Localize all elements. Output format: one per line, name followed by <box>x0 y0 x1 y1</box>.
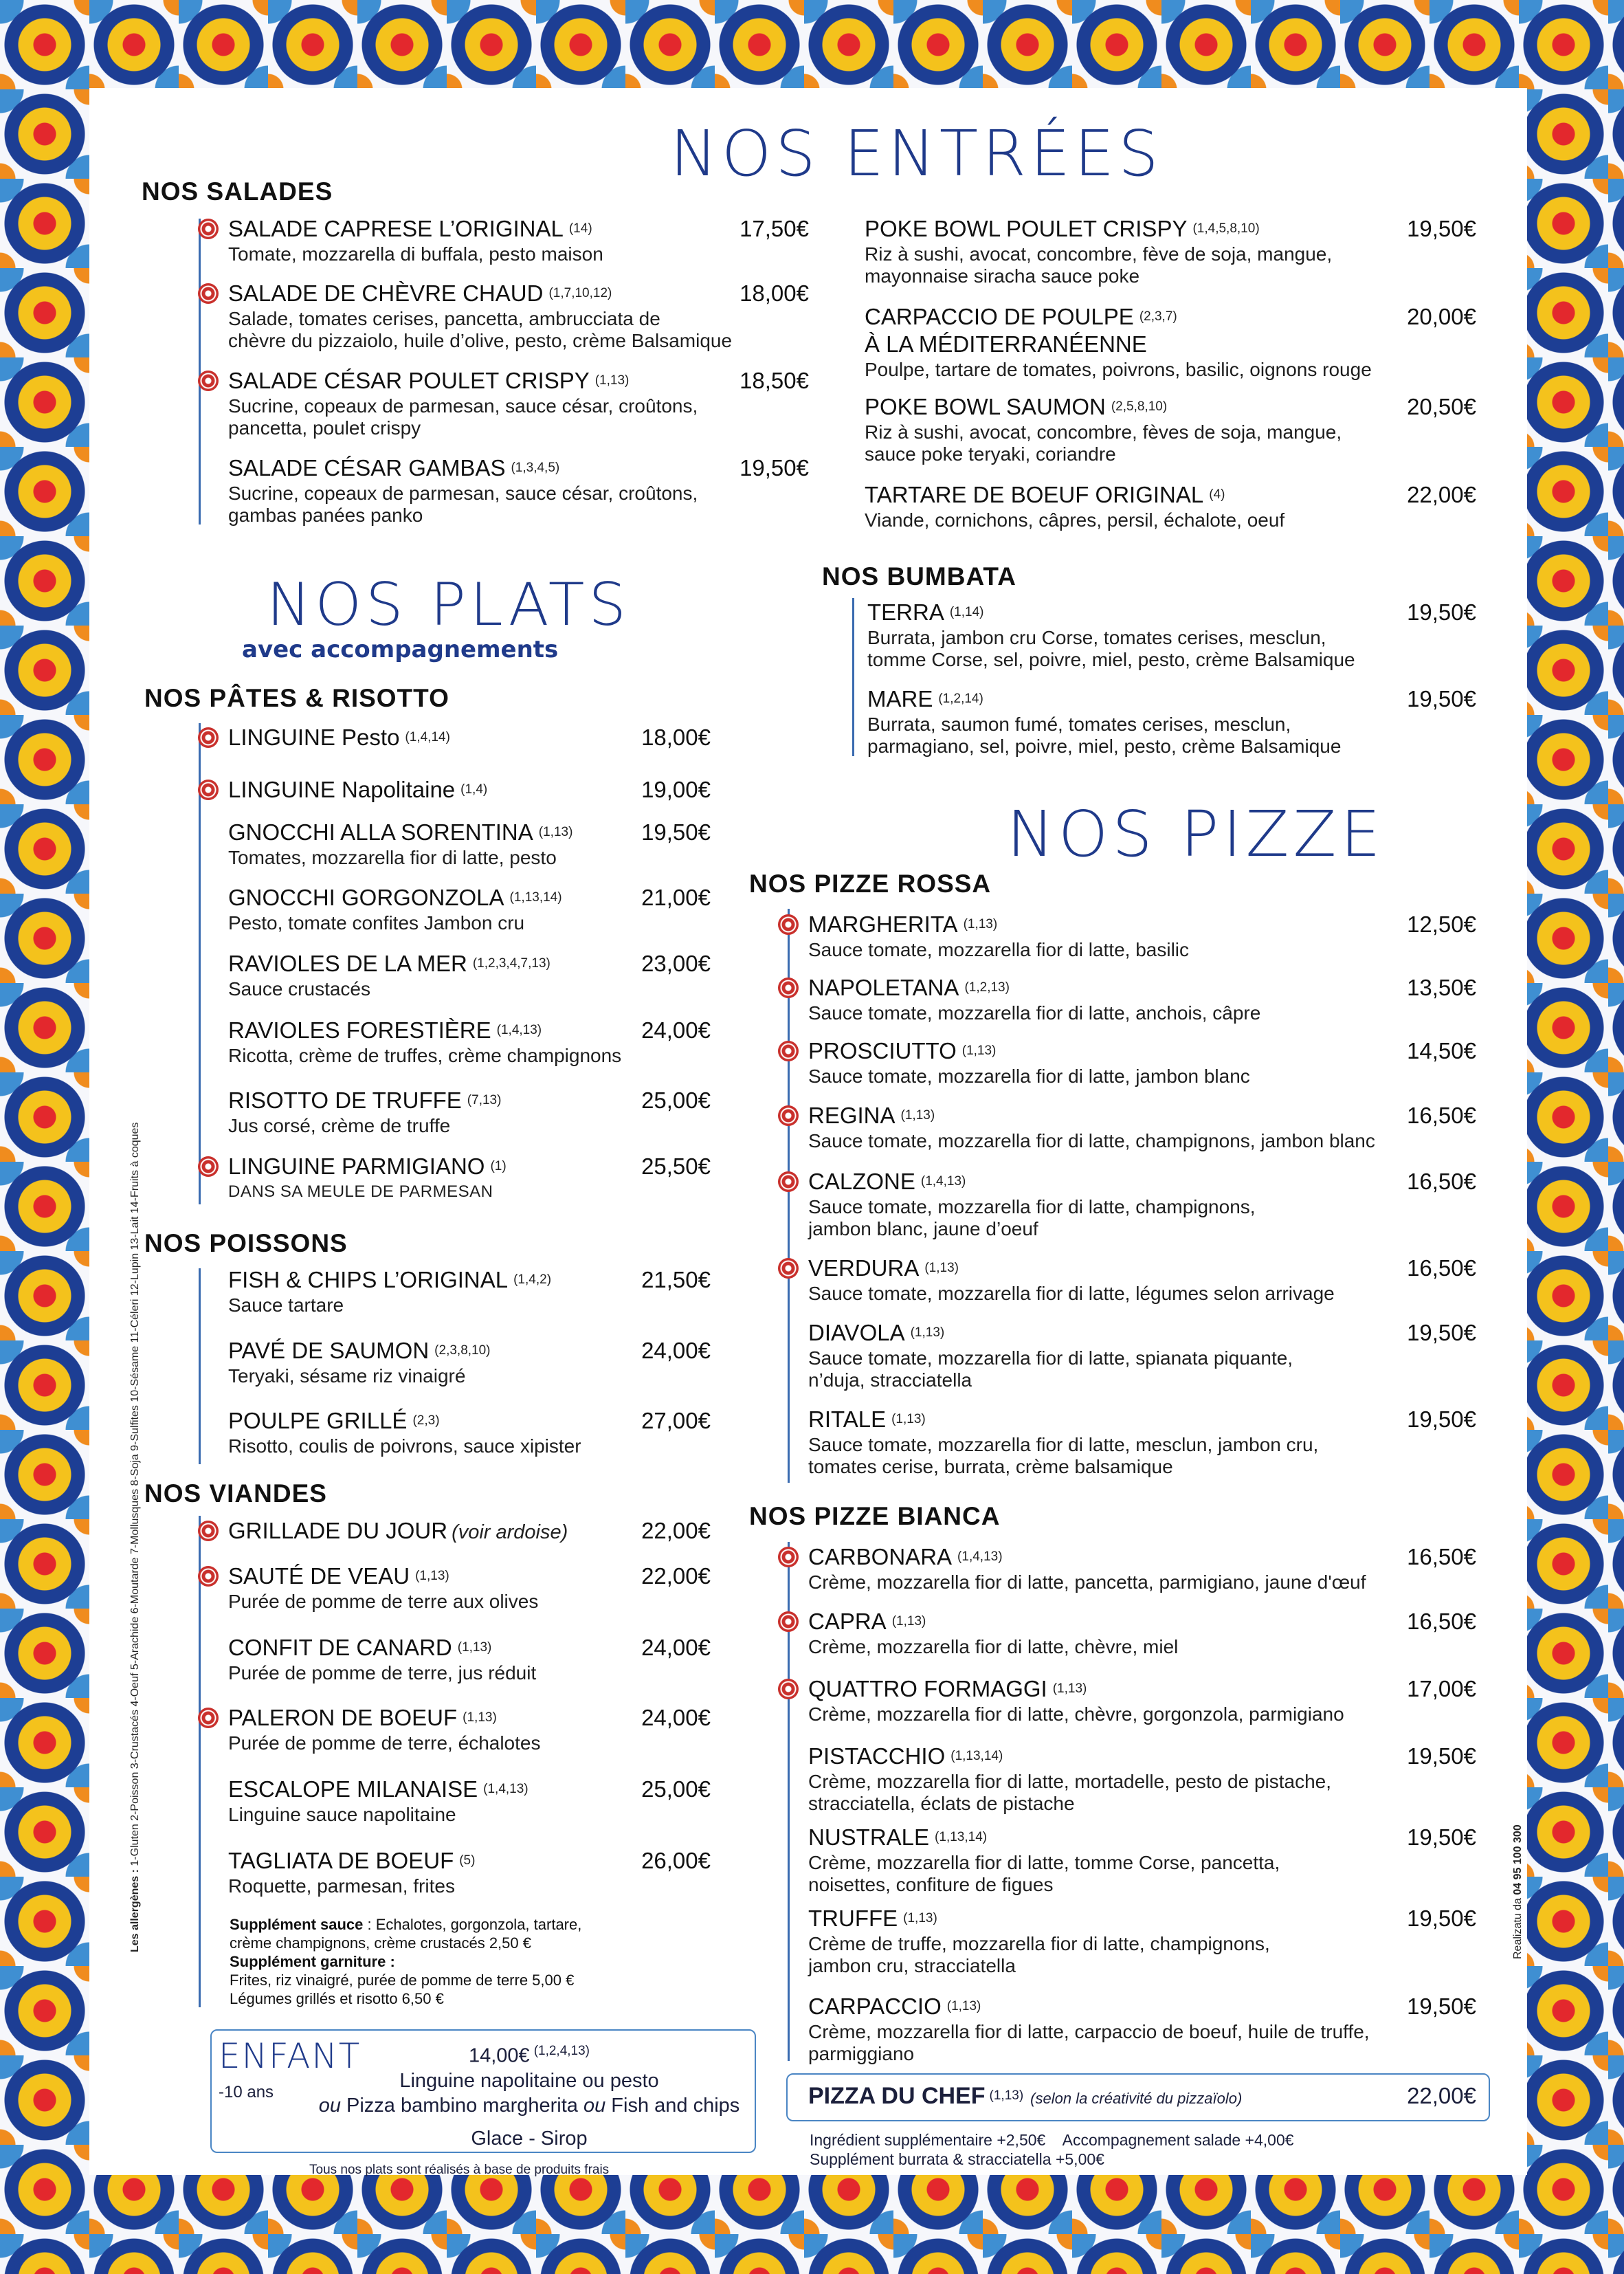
item-description: Roquette, parmesan, frites <box>228 1875 455 1897</box>
item-allergens: (1,2,13) <box>964 980 1010 995</box>
supplements-note <box>230 1915 656 2008</box>
item-name: PALERON DE BOEUF <box>228 1705 458 1730</box>
menu-item <box>228 1635 711 1684</box>
item-allergens: (1,13) <box>891 1613 926 1629</box>
entrees-title: NOS ENTRÉES <box>670 117 1163 190</box>
menu-item <box>808 1676 1476 1725</box>
menu-item <box>228 1267 711 1316</box>
item-name: LINGUINE Pesto <box>228 725 400 750</box>
item-price: 16,50€ <box>1407 1169 1476 1194</box>
menu-item <box>808 1103 1476 1152</box>
item-allergens: (2,5,8,10) <box>1111 399 1168 414</box>
menu-item <box>228 1338 711 1387</box>
item-allergens: (4) <box>1209 487 1225 502</box>
item-allergens: (1,13,14) <box>509 890 562 905</box>
item-name: CALZONE <box>808 1169 915 1194</box>
salades-header: NOS SALADES <box>142 177 333 206</box>
pates-header: NOS PÂTES & RISOTTO <box>144 684 449 712</box>
item-name: MARE <box>867 686 933 711</box>
item-allergens: (1,13) <box>1052 1681 1087 1696</box>
rossa-header: NOS PIZZE ROSSA <box>749 870 992 898</box>
item-description: Linguine sauce napolitaine <box>228 1804 456 1825</box>
item-price: 14,50€ <box>1407 1038 1476 1063</box>
viandes-header: NOS VIANDES <box>144 1479 327 1508</box>
viandes-rule <box>199 1516 201 2007</box>
kids-allergens: (1,2,4,13) <box>533 2044 590 2058</box>
item-name: SALADE CÉSAR POULET CRISPY <box>228 368 590 393</box>
item-price: 25,00€ <box>641 1088 711 1113</box>
item-name: GNOCCHI ALLA SORENTINA <box>228 819 533 845</box>
house-specialty-icon <box>778 1547 799 1567</box>
item-price: 22,00€ <box>641 1563 711 1589</box>
item-allergens: (1,2,3,4,7,13) <box>472 956 550 971</box>
item-allergens: (1,7,10,12) <box>548 285 612 300</box>
item-allergens: (1,13) <box>963 916 998 931</box>
item-description: Sauce tomate, mozzarella fior di latte, basilic <box>808 939 1190 960</box>
item-description: Crème, mozzarella fior di latte, chèvre, miel <box>808 1636 1179 1657</box>
item-allergens: (1,2,14) <box>938 691 983 706</box>
menu-item <box>228 1017 711 1067</box>
item-allergens: (2,3) <box>412 1413 440 1428</box>
item-description: Crème, mozzarella fior di latte, pancetta, parmigiano, jaune d'œuf <box>808 1571 1366 1593</box>
item-allergens: (5) <box>459 1853 476 1868</box>
item-name: CAPRA <box>808 1609 887 1634</box>
item-price: 21,00€ <box>641 885 711 910</box>
menu-item <box>228 885 711 934</box>
item-name: VERDURA <box>808 1255 920 1281</box>
house-specialty-icon <box>778 978 799 998</box>
kids-menu-title: ENFANT <box>219 2036 361 2076</box>
item-description: Sauce tomate, mozzarella fior di latte, légumes selon arrivage <box>808 1283 1335 1304</box>
item-description: Sucrine, copeaux de parmesan, sauce césar, croûtons, pancetta, poulet crispy <box>228 395 698 439</box>
item-price: 19,50€ <box>1407 216 1476 241</box>
bumbata-rule <box>852 598 854 756</box>
item-price: 16,50€ <box>1407 1103 1476 1128</box>
house-specialty-icon <box>778 1171 799 1192</box>
salades-rule <box>199 219 201 525</box>
item-name: GNOCCHI GORGONZOLA <box>228 885 504 910</box>
item-allergens: (1,4,2) <box>513 1272 552 1287</box>
item-description: Sauce tomate, mozzarella fior di latte, spianata piquante, n’duja, stracciatella <box>808 1347 1293 1391</box>
menu-item <box>808 1320 1476 1391</box>
menu-item <box>865 482 1476 531</box>
item-allergens: (1,4,5,8,10) <box>1192 221 1260 236</box>
item-name: POKE BOWL POULET CRISPY <box>865 216 1188 241</box>
item-description: Tomates, mozzarella fior di latte, pesto <box>228 847 557 868</box>
menu-item <box>865 304 1476 381</box>
item-description: Crème, mozzarella fior di latte, carpaccio de boeuf, huile de truffe, parmiggiano <box>808 2021 1370 2064</box>
item-allergens: (2,3,8,10) <box>434 1343 491 1358</box>
item-price: 24,00€ <box>641 1338 711 1363</box>
item-price: 17,50€ <box>739 216 809 241</box>
menu-item <box>865 394 1476 465</box>
house-specialty-icon <box>778 1679 799 1699</box>
item-price: 24,00€ <box>641 1635 711 1660</box>
item-price: 19,50€ <box>1407 1406 1476 1432</box>
item-description: Crème de truffe, mozzarella fior di latte, champignons, jambon cru, stracciatella <box>808 1933 1270 1976</box>
sauce-supplement-text: : Echalotes, gorgonzola, tartare, crème champignons, crème crustacés 2,50 € <box>230 1916 582 1952</box>
item-allergens: (1,13,14) <box>935 1829 988 1844</box>
item-allergens: (1,3,4,5) <box>511 460 560 475</box>
item-description: Riz à sushi, avocat, concombre, fève de soja, mangue, mayonnaise siracha sauce poke <box>865 243 1333 287</box>
menu-item <box>865 216 1476 287</box>
item-price: 23,00€ <box>641 951 711 976</box>
item-description: Riz à sushi, avocat, concombre, fèves de soja, mangue, sauce poke teryaki, coriandre <box>865 421 1342 465</box>
item-description: Crème, mozzarella fior di latte, tomme Corse, pancetta, noisettes, confiture de figues <box>808 1852 1280 1895</box>
item-price: 12,50€ <box>1407 912 1476 937</box>
printer-credit <box>1512 1824 1524 1959</box>
item-allergens: (1,13) <box>538 824 573 839</box>
item-name: RITALE <box>808 1406 887 1432</box>
house-specialty-icon <box>778 1105 799 1126</box>
item-price: 19,50€ <box>1407 686 1476 711</box>
item-note: (voir ardoise) <box>452 1521 568 1543</box>
item-description: DANS SA MEULE DE PARMESAN <box>228 1182 493 1201</box>
house-specialty-icon <box>198 1566 219 1587</box>
item-description: Crème, mozzarella fior di latte, chèvre, gorgonzola, parmigiano <box>808 1703 1344 1725</box>
kids-option-fish: Fish and chips <box>605 2094 740 2117</box>
item-description: Sauce tomate, mozzarella fior di latte, jambon blanc <box>808 1066 1250 1087</box>
item-name-line2: À LA MÉDITERRANÉENNE <box>865 331 1147 357</box>
item-description: Sauce crustacés <box>228 978 370 1000</box>
item-name: POKE BOWL SAUMON <box>865 394 1106 419</box>
kids-option-pizza: Pizza bambino margherita <box>340 2094 583 2117</box>
menu-item <box>228 1408 711 1457</box>
item-price: 17,00€ <box>1407 1676 1476 1701</box>
item-name: MARGHERITA <box>808 912 958 937</box>
house-specialty-icon <box>198 1156 219 1177</box>
item-price: 19,50€ <box>1407 1743 1476 1769</box>
item-price: 26,00€ <box>641 1848 711 1873</box>
item-allergens: (1,13) <box>594 373 630 388</box>
item-name: FISH & CHIPS L’ORIGINAL <box>228 1267 509 1292</box>
item-description: Purée de pomme de terre aux olives <box>228 1591 539 1612</box>
menu-item <box>867 599 1476 671</box>
item-description: Risotto, coulis de poivrons, sauce xipister <box>228 1435 581 1457</box>
item-name: TERRA <box>867 599 944 625</box>
menu-item <box>808 912 1476 961</box>
item-allergens: (1,13) <box>946 1998 981 2013</box>
item-allergens: (1) <box>490 1158 507 1173</box>
menu-item <box>808 1906 1476 1977</box>
menu-item <box>808 1743 1476 1815</box>
item-price: 19,50€ <box>1407 1824 1476 1850</box>
item-name: CARPACCIO <box>808 1994 942 2019</box>
menu-item <box>228 1848 711 1897</box>
menu-item <box>808 1169 1476 1240</box>
printer-credit-label: Realizatu da <box>1512 1898 1524 1959</box>
item-description: Pesto, tomate confites Jambon cru <box>228 912 525 934</box>
item-name: PISTACCHIO <box>808 1743 946 1769</box>
item-description: Sucrine, copeaux de parmesan, sauce césar, croûtons, gambas panées panko <box>228 483 698 526</box>
item-price: 16,50€ <box>1407 1544 1476 1569</box>
sauce-supplement-label: Supplément sauce <box>230 1916 364 1933</box>
item-name: ESCALOPE MILANAISE <box>228 1776 478 1802</box>
house-specialty-icon <box>778 1611 799 1632</box>
menu-item <box>228 1705 711 1754</box>
item-price: 19,50€ <box>1407 1320 1476 1345</box>
item-allergens: (1,13) <box>961 1043 997 1058</box>
item-price: 19,50€ <box>739 455 809 481</box>
plats-title: NOS PLATS <box>267 571 630 639</box>
extras-line-2: Supplément burrata & stracciatella +5,00€ <box>810 2150 1104 2168</box>
menu-item <box>228 1776 711 1826</box>
item-allergens: (1,4,13) <box>920 1173 966 1189</box>
item-name: CARBONARA <box>808 1544 953 1569</box>
kids-line-2 <box>302 2093 756 2118</box>
item-allergens: (7,13) <box>467 1092 502 1107</box>
item-price: 21,50€ <box>641 1267 711 1292</box>
item-price: 22,00€ <box>641 1518 711 1543</box>
menu-item <box>228 216 809 265</box>
menu-item <box>808 1038 1476 1088</box>
house-specialty-icon <box>198 371 219 391</box>
item-name: SALADE CAPRESE L’ORIGINAL <box>228 216 564 241</box>
menu-item <box>808 1994 1476 2065</box>
bumbata-header: NOS BUMBATA <box>822 562 1016 590</box>
item-price: 18,50€ <box>739 368 809 393</box>
item-name: REGINA <box>808 1103 896 1128</box>
item-name: CARPACCIO DE POULPE <box>865 304 1134 329</box>
item-name: SAUTÉ DE VEAU <box>228 1563 410 1589</box>
menu-item <box>808 1609 1476 1658</box>
menu-item <box>867 686 1476 758</box>
item-price: 19,00€ <box>641 777 711 802</box>
item-price: 20,00€ <box>1407 304 1476 329</box>
chef-pizza-name: PIZZA DU CHEF <box>808 2083 986 2109</box>
chef-pizza-note: (selon la créativité du pizzaïolo) <box>1030 2090 1243 2107</box>
menu-item <box>808 1824 1476 1896</box>
item-description: Tomate, mozzarella di buffala, pesto maison <box>228 243 603 265</box>
item-name: LINGUINE PARMIGIANO <box>228 1153 485 1179</box>
item-name: QUATTRO FORMAGGI <box>808 1676 1047 1701</box>
item-name: NUSTRALE <box>808 1824 930 1850</box>
menu-item <box>228 951 711 1000</box>
poissons-header: NOS POISSONS <box>144 1229 348 1257</box>
house-specialty-icon <box>198 1708 219 1728</box>
item-price: 20,50€ <box>1407 394 1476 419</box>
item-price: 19,50€ <box>1407 599 1476 625</box>
item-allergens: (1,13) <box>924 1260 959 1275</box>
chef-pizza-row <box>808 2083 1476 2110</box>
item-name: SALADE CÉSAR GAMBAS <box>228 455 506 481</box>
item-allergens: (1,13,14) <box>950 1748 1003 1763</box>
menu-item <box>808 1406 1476 1478</box>
item-description: Poulpe, tartare de tomates, poivrons, basilic, oignons rouge <box>865 359 1372 380</box>
item-name: RISOTTO DE TRUFFE <box>228 1088 462 1113</box>
item-price: 16,50€ <box>1407 1609 1476 1634</box>
item-price: 22,00€ <box>1407 482 1476 507</box>
kids-or-1: ou <box>318 2094 341 2117</box>
item-description: Jus corsé, crème de truffe <box>228 1115 451 1136</box>
house-specialty-icon <box>778 914 799 935</box>
item-allergens: (1,13) <box>903 1910 937 1925</box>
poissons-rule <box>199 1268 201 1464</box>
item-allergens: (1,13) <box>891 1411 926 1426</box>
item-description: Teryaki, sésame riz vinaigré <box>228 1365 466 1387</box>
item-description: Purée de pomme de terre, échalotes <box>228 1732 541 1754</box>
menu-item <box>228 1563 711 1613</box>
house-specialty-icon <box>778 1041 799 1061</box>
item-description: Burrata, jambon cru Corse, tomates cerises, mesclun, tomme Corse, sel, poivre, miel, pesto, crème Balsamique <box>867 627 1355 670</box>
item-description: Salade, tomates cerises, pancetta, ambrucciata de chèvre du pizzaiolo, huile d’olive, pesto, crème Balsamique <box>228 308 733 351</box>
menu-item <box>228 368 809 439</box>
item-description: Sauce tomate, mozzarella fior di latte, anchois, câpre <box>808 1002 1261 1024</box>
extras-line-1: Ingrédient supplémentaire +2,50€ Accompagnement salade +4,00€ <box>810 2131 1294 2149</box>
printer-credit-phone: 04 95 100 300 <box>1512 1824 1524 1895</box>
garniture-supplement-label: Supplément garniture : <box>230 1953 395 1970</box>
house-specialty-icon <box>198 219 219 239</box>
item-price: 16,50€ <box>1407 1255 1476 1281</box>
item-price: 19,50€ <box>1407 1994 1476 2019</box>
menu-item <box>228 1518 711 1545</box>
item-allergens: (1,13) <box>463 1710 497 1725</box>
item-description: Sauce tomate, mozzarella fior di latte, champignons, jambon blanc <box>808 1130 1375 1151</box>
menu-item <box>808 1544 1476 1593</box>
item-name: RAVIOLES FORESTIÈRE <box>228 1017 491 1043</box>
chef-pizza-allergens: (1,13) <box>989 2088 1024 2103</box>
item-name: RAVIOLES DE LA MER <box>228 951 467 976</box>
pizze-title: NOS PIZZE <box>1007 797 1385 871</box>
house-specialty-icon <box>198 283 219 304</box>
item-allergens: (1,4,13) <box>483 1781 529 1796</box>
item-allergens: (1,13) <box>910 1325 945 1340</box>
item-allergens: (1,13) <box>900 1107 935 1123</box>
item-allergens: (1,14) <box>949 604 984 619</box>
item-description: Burrata, saumon fumé, tomates cerises, mesclun, parmagiano, sel, poivre, miel, pesto, crème Balsamique <box>867 714 1342 757</box>
item-allergens: (1,4,13) <box>957 1549 1003 1564</box>
allergens-legend-text: 1-Gluten 2-Poisson 3-Crustacés 4-Oeuf 5-Arachide 6-Moutarde 7-Mollusques 8-Soja 9-Sulfites 10-Sésame 11-Céleri 12-Lupin 13-Lait 14-Fruits à coques <box>129 1122 141 1870</box>
allergens-legend-label: Les allergènes : <box>129 1869 141 1952</box>
item-allergens: (1,13) <box>457 1640 492 1655</box>
item-description: Purée de pomme de terre, jus réduit <box>228 1662 537 1684</box>
kids-age: -10 ans <box>219 2083 274 2101</box>
item-allergens: (1,4) <box>460 782 488 797</box>
item-name: TRUFFE <box>808 1906 898 1931</box>
item-price: 24,00€ <box>641 1705 711 1730</box>
item-allergens: (14) <box>568 221 592 236</box>
item-price: 18,00€ <box>739 280 809 306</box>
item-name: TARTARE DE BOEUF ORIGINAL <box>865 482 1204 507</box>
item-description: Viande, cornichons, câpres, persil, échalote, oeuf <box>865 509 1285 531</box>
chef-pizza-price: 22,00€ <box>1407 2083 1476 2108</box>
kids-line-1: Linguine napolitaine ou pesto <box>399 2069 659 2092</box>
item-description: Sauce tomate, mozzarella fior di latte, champignons, jambon blanc, jaune d’oeuf <box>808 1196 1256 1239</box>
menu-item <box>228 1088 711 1137</box>
item-name: LINGUINE Napolitaine <box>228 777 456 802</box>
item-name: DIAVOLA <box>808 1320 905 1345</box>
item-name: NAPOLETANA <box>808 975 959 1000</box>
house-specialty-icon <box>198 727 219 748</box>
item-description: Crème, mozzarella fior di latte, mortadelle, pesto de pistache, stracciatella, éclats de pistache <box>808 1771 1332 1814</box>
item-price: 25,00€ <box>641 1776 711 1802</box>
item-allergens: (2,3,7) <box>1139 309 1177 324</box>
item-name: POULPE GRILLÉ <box>228 1408 408 1433</box>
house-specialty-icon <box>778 1258 799 1279</box>
item-price: 27,00€ <box>641 1408 711 1433</box>
kids-menu-content <box>302 2039 756 2151</box>
house-specialty-icon <box>198 780 219 800</box>
plats-subtitle: avec accompagnements <box>242 636 559 663</box>
menu-item <box>228 280 809 352</box>
item-name: TAGLIATA DE BOEUF <box>228 1848 454 1873</box>
allergens-legend <box>129 1123 142 1952</box>
item-allergens: (1,13) <box>415 1568 449 1583</box>
item-description: Sauce tartare <box>228 1294 344 1316</box>
item-name: PROSCIUTTO <box>808 1038 957 1063</box>
item-price: 19,50€ <box>641 819 711 845</box>
menu-item <box>228 725 711 752</box>
bianca-header: NOS PIZZE BIANCA <box>749 1502 1001 1530</box>
menu-item <box>808 1255 1476 1305</box>
menu-item <box>228 455 809 527</box>
menu-item <box>228 1153 711 1203</box>
item-allergens: (1,4,13) <box>496 1022 542 1037</box>
item-allergens: (1,4,14) <box>405 729 450 744</box>
item-name: CONFIT DE CANARD <box>228 1635 452 1660</box>
menu-item <box>228 777 711 804</box>
item-price: 24,00€ <box>641 1017 711 1043</box>
item-price: 19,50€ <box>1407 1906 1476 1931</box>
kids-price: 14,00€ <box>468 2044 530 2067</box>
kids-or-2: ou <box>583 2094 606 2117</box>
item-description: Sauce tomate, mozzarella fior di latte, mesclun, jambon cru, tomates cerise, burrata, crème balsamique <box>808 1434 1319 1477</box>
fresh-products-note: Tous nos plats sont réalisés à base de produits frais <box>309 2163 610 2177</box>
item-name: PAVÉ DE SAUMON <box>228 1338 430 1363</box>
item-price: 13,50€ <box>1407 975 1476 1000</box>
item-price: 18,00€ <box>641 725 711 750</box>
house-specialty-icon <box>198 1521 219 1541</box>
kids-line-3: Glace - Sirop <box>471 2127 588 2150</box>
item-name: GRILLADE DU JOUR <box>228 1518 448 1543</box>
menu-item <box>808 975 1476 1024</box>
garniture-supplement-text: Frites, riz vinaigré, purée de pomme de terre 5,00 € Légumes grillés et risotto 6,50 € <box>230 1972 575 2007</box>
item-price: 25,50€ <box>641 1153 711 1179</box>
item-name: SALADE DE CHÈVRE CHAUD <box>228 280 544 306</box>
menu-item <box>228 819 711 869</box>
item-description: Ricotta, crème de truffes, crème champignons <box>228 1045 622 1066</box>
